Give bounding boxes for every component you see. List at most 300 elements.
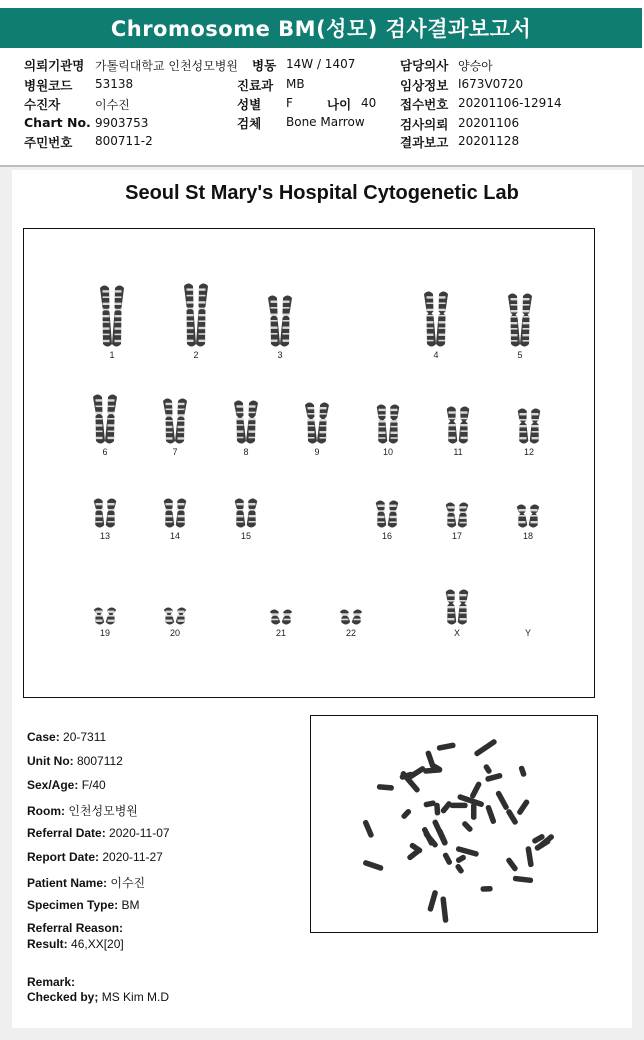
metaphase-chromosome: [440, 896, 448, 923]
chromosome-body: [235, 499, 246, 528]
chromosome-band: [308, 425, 315, 427]
chromosome-body: [270, 610, 281, 625]
chromosome-body: [164, 499, 175, 528]
chromosome-band: [511, 316, 518, 318]
chromosome-slot-18: [511, 501, 545, 531]
chromosome-band: [199, 308, 206, 310]
chromosome-pair-3: [263, 292, 297, 350]
chromosome-label-18: 18: [522, 531, 533, 541]
chromosome-band: [448, 612, 455, 614]
chromosome-band: [166, 509, 173, 511]
chromosome-band: [108, 611, 115, 613]
chromosome-pair-14: [158, 495, 192, 531]
chromosome-band: [249, 424, 256, 426]
metaphase-spread-image: [311, 716, 597, 932]
chromosome-17-b: [458, 503, 469, 528]
metaphase-chromosome: [471, 803, 477, 820]
doctor-label: 담당의사: [400, 58, 449, 73]
metaphase-chromosome: [436, 742, 456, 751]
chromosome-band: [178, 432, 185, 434]
chromosome-band: [199, 320, 206, 322]
chromosome-label-20: 20: [169, 628, 180, 638]
chromosome-16-b: [388, 501, 399, 528]
case-value: 20-7311: [63, 730, 107, 744]
chromosome-slot-11: [441, 403, 475, 447]
chromosome-band: [108, 521, 115, 523]
metaphase-chromosome: [518, 765, 527, 777]
chromosome-band: [108, 615, 115, 617]
chromosome-label-8: 8: [243, 447, 249, 457]
chromosome-band: [103, 290, 110, 292]
chromosome-label-15: 15: [240, 531, 251, 541]
chromosome-band: [427, 315, 434, 317]
chromosome-band: [390, 505, 397, 507]
chromosome-band: [354, 613, 361, 615]
chromosome-17-a: [446, 503, 457, 528]
patient-value: 이수진: [95, 98, 130, 112]
chromosome-band: [308, 419, 315, 421]
chromosome-band: [166, 620, 173, 622]
chromosome-22-a: [340, 610, 351, 625]
chromosome-13-b: [106, 499, 117, 528]
dept-value: MB: [286, 77, 305, 91]
chromosome-band: [115, 315, 122, 317]
chromosome-slot-13: [88, 495, 122, 531]
chromosome-band: [237, 437, 244, 439]
chromosome-band: [249, 405, 256, 407]
chromosome-band: [178, 615, 185, 617]
chromosome-band: [449, 437, 456, 439]
chromosome-band: [249, 430, 256, 432]
chromosome-20-a: [164, 608, 175, 625]
chromosome-7-b: [175, 399, 187, 444]
chromosome-band: [271, 327, 278, 329]
chromosome-band: [427, 334, 434, 336]
chromosome-band: [178, 403, 185, 405]
chromosome-band: [520, 419, 527, 421]
chromosome-band: [460, 522, 467, 524]
chromosome-band: [523, 334, 530, 336]
chromosome-pair-4: [419, 288, 453, 350]
chromosome-20-b: [176, 608, 187, 625]
chromosome-band: [108, 437, 115, 439]
specimen-type-value: BM: [121, 898, 140, 912]
chromosome-band: [178, 420, 185, 422]
chromosome-1-b: [112, 286, 124, 347]
report-date-label: Report Date:: [27, 850, 100, 864]
chromosome-band: [461, 418, 468, 420]
chromosome-band: [178, 409, 185, 411]
chromosome-band: [187, 340, 194, 342]
chromosome-label-x: X: [453, 628, 460, 638]
chromosome-label-12: 12: [523, 447, 534, 457]
chromosome-band: [249, 521, 256, 523]
chromosome-band: [187, 333, 194, 335]
chromosome-band: [379, 426, 386, 428]
referral-reason-line: [27, 921, 123, 935]
chromosome-band: [108, 399, 115, 401]
chromosome-band: [320, 407, 327, 409]
metaphase-chromosome: [485, 772, 503, 782]
chromosome-band: [108, 424, 115, 426]
case-line: [27, 730, 106, 744]
chromosome-band: [427, 340, 434, 342]
specimen-type-line: [27, 898, 139, 912]
patient-name-label: Patient Name:: [27, 876, 108, 890]
room-label: Room:: [27, 804, 65, 818]
chromosome-band: [379, 432, 386, 434]
chromosome-slot-15: [229, 495, 263, 531]
chromosome-band: [96, 412, 103, 414]
chromosome-21-a: [270, 610, 281, 625]
chromosome-body: [508, 294, 520, 347]
ward-label: 병동: [252, 58, 277, 73]
chromosome-band: [178, 509, 185, 511]
chromosome-11-a: [447, 407, 458, 444]
chromosome-15-a: [235, 499, 246, 528]
chromosome-band: [271, 320, 278, 322]
metaphase-chromosome: [473, 738, 497, 757]
chart-value: 9903753: [95, 116, 149, 130]
chromosome-band: [532, 431, 539, 433]
chromosome-12-a: [518, 409, 529, 444]
chromosome-19-b: [106, 608, 117, 625]
chromosome-band: [103, 303, 110, 305]
chromosome-band: [283, 340, 290, 342]
chromosome-12-b: [530, 409, 541, 444]
chromosome-band: [283, 301, 290, 303]
checked-value: MS Kim M.D: [101, 990, 170, 1004]
metaphase-chromosome: [483, 763, 493, 774]
chromosome-band: [249, 509, 256, 511]
chromosome-band: [166, 432, 173, 434]
chromosome-body: [352, 610, 363, 625]
chromosome-band: [237, 509, 244, 511]
sexage-line: [27, 778, 106, 792]
chromosome-band: [115, 321, 122, 323]
metaphase-chromosome: [442, 852, 453, 866]
chromosome-band: [237, 430, 244, 432]
chromosome-band: [115, 334, 122, 336]
metaphase-chromosome: [455, 846, 479, 858]
chromosome-band: [166, 426, 173, 428]
chromosome-body: [340, 610, 351, 625]
chromosome-pair-7: [158, 395, 192, 447]
chromosome-band: [308, 431, 315, 433]
chromosome-body: [282, 610, 293, 625]
chromosome-band: [460, 594, 467, 596]
chromosome-band: [448, 522, 455, 524]
chromosome-band: [199, 295, 206, 297]
chromosome-label-1: 1: [109, 350, 115, 360]
chromosome-band: [391, 426, 398, 428]
chromosome-band: [115, 296, 122, 298]
chromosome-band: [96, 620, 103, 622]
chromosome-slot-6: [88, 391, 122, 447]
chromosome-band: [103, 327, 110, 329]
chromosome-band: [271, 301, 278, 303]
chromosome-5-a: [508, 294, 520, 347]
chromosome-pair-1: [95, 282, 129, 350]
chromosome-9-b: [317, 403, 329, 444]
patient-label: 수진자: [24, 97, 61, 112]
chromosome-band: [96, 418, 103, 420]
chromosome-band: [166, 615, 173, 617]
institution-value: 가톨릭대학교 인천성모병원: [95, 59, 238, 73]
chromosome-band: [520, 431, 527, 433]
chromosome-label-21: 21: [275, 628, 286, 638]
chromosome-label-10: 10: [382, 447, 393, 457]
chromosome-label-3: 3: [277, 350, 283, 360]
chromosome-band: [96, 503, 103, 505]
chromosome-pair-18: [511, 501, 545, 531]
chromosome-band: [460, 606, 467, 608]
chromosome-band: [187, 288, 194, 290]
chromosome-slot-x: [440, 586, 474, 628]
metaphase-chromosome: [485, 804, 497, 824]
chromosome-slot-21: [264, 606, 298, 628]
referral-date-line: [27, 826, 170, 840]
chromosome-label-5: 5: [517, 350, 523, 360]
specimen-label: 검체: [237, 116, 262, 131]
chromosome-slot-17: [440, 499, 474, 531]
chromosome-slot-22: [334, 606, 368, 628]
chromosome-band: [308, 413, 315, 415]
chromosome-slot-16: [370, 497, 404, 531]
chromosome-8-a: [234, 401, 246, 444]
chromosome-band: [427, 321, 434, 323]
room-value: 인천성모병원: [68, 804, 138, 818]
report-date-value: 2020-11-27: [102, 850, 163, 864]
chromosome-pair-21: [264, 606, 298, 628]
metaphase-chromosome: [505, 857, 519, 873]
chromosome-band: [249, 515, 256, 517]
chromosome-slot-7: [158, 395, 192, 447]
chromosome-band: [511, 334, 518, 336]
chromosome-band: [249, 503, 256, 505]
metaphase-chromosome: [400, 808, 412, 820]
chromosome-3-a: [268, 296, 280, 347]
chromosome-pair-11: [441, 403, 475, 447]
chromosome-band: [237, 418, 244, 420]
chromosome-body: [106, 499, 117, 528]
metaphase-chromosome: [362, 819, 374, 838]
specimen-type-label: Specimen Type:: [27, 898, 119, 912]
referral-date-value: 2020-11-07: [109, 826, 170, 840]
chromosome-slot-9: [300, 399, 334, 447]
chromosome-5-b: [520, 294, 532, 347]
chromosome-body: [376, 501, 387, 528]
chromosome-7-a: [163, 399, 175, 444]
chromosome-band: [439, 327, 446, 329]
chromosome-band: [448, 618, 455, 620]
chromosome-body: [388, 501, 399, 528]
chromosome-body: [436, 292, 448, 347]
chromosome-slot-20: [158, 604, 192, 628]
metaphase-chromosome: [421, 826, 435, 846]
chromosome-19-a: [94, 608, 105, 625]
metaphase-image-box: [310, 715, 598, 933]
chromosome-2-a: [184, 284, 196, 347]
chromosome-band: [108, 509, 115, 511]
chromosome-band: [178, 503, 185, 505]
metaphase-chromosome: [480, 886, 492, 892]
chromosome-18-b: [529, 505, 540, 528]
chromosome-band: [379, 437, 386, 439]
chromosome-band: [511, 322, 518, 324]
sexage-label: Sex/Age:: [27, 778, 79, 792]
unit-line: [27, 754, 123, 768]
chromosome-band: [283, 327, 290, 329]
chromosome-11-b: [459, 407, 470, 444]
chromosome-label-11: 11: [453, 447, 463, 457]
chromosome-band: [178, 437, 185, 439]
chromosome-band: [187, 308, 194, 310]
chromosome-band: [199, 333, 206, 335]
chromosome-pair-5: [503, 290, 537, 350]
chromosome-body: [424, 292, 436, 347]
room-line: [27, 802, 138, 819]
chromosome-band: [249, 437, 256, 439]
result-value: 46,XX[20]: [71, 937, 124, 951]
chromosome-10-a: [377, 405, 388, 444]
metaphase-chromosome: [525, 846, 534, 868]
receipt-label: 접수번호: [400, 97, 449, 112]
chromosome-band: [283, 320, 290, 322]
chromosome-x-b: [458, 590, 469, 625]
chromosome-body: [176, 499, 187, 528]
chromosome-band: [449, 424, 456, 426]
chromosome-pair-12: [512, 405, 546, 447]
chromosome-band: [166, 403, 173, 405]
id-value: 800711-2: [95, 134, 153, 148]
chromosome-label-6: 6: [102, 447, 108, 457]
chromosome-band: [379, 420, 386, 422]
metaphase-chromosome: [513, 876, 534, 884]
chromosome-slot-12: [512, 405, 546, 447]
chromosome-label-16: 16: [381, 531, 392, 541]
chromosome-band: [354, 619, 361, 621]
chromosome-band: [237, 515, 244, 517]
chromosome-slot-2: [179, 280, 213, 350]
chromosome-band: [271, 314, 278, 316]
chromosome-band: [523, 310, 530, 312]
chromosome-band: [320, 413, 327, 415]
chromosome-band: [166, 515, 173, 517]
chromosome-10-b: [389, 405, 400, 444]
chromosome-band: [103, 340, 110, 342]
chromosome-2-b: [196, 284, 208, 347]
specimen-value: Bone Marrow: [286, 115, 365, 129]
chromosome-band: [96, 399, 103, 401]
result-label: Result:: [27, 937, 68, 951]
metaphase-chromosome: [427, 890, 438, 913]
chromosome-band: [284, 619, 291, 621]
chromosome-band: [460, 511, 467, 513]
sex-label: 성별: [237, 97, 262, 112]
chromosome-4-a: [424, 292, 436, 347]
chromosome-band: [271, 307, 278, 309]
chromosome-band: [449, 411, 456, 413]
clinical-value: I673V0720: [458, 77, 524, 91]
chromosome-band: [320, 437, 327, 439]
chromosome-band: [166, 437, 173, 439]
header-divider: [0, 165, 644, 167]
chromosome-label-17: 17: [451, 531, 462, 541]
chromosome-band: [520, 413, 527, 415]
chromosome-pair-9: [300, 399, 334, 447]
chromosome-band: [320, 425, 327, 427]
chromosome-band: [439, 309, 446, 311]
receipt-value: 20201106-12914: [458, 96, 562, 110]
chromosome-band: [249, 418, 256, 420]
metaphase-chromosome: [505, 808, 518, 825]
report-title: Chromosome BM(성모) 검사결과보고서: [0, 8, 642, 48]
chromosome-band: [390, 521, 397, 523]
chromosome-band: [448, 511, 455, 513]
chromosome-band: [449, 418, 456, 420]
chromosome-band: [439, 302, 446, 304]
chromosome-13-a: [94, 499, 105, 528]
chromosome-band: [511, 328, 518, 330]
chromosome-band: [178, 620, 185, 622]
chromosome-band: [96, 424, 103, 426]
metaphase-chromosome: [434, 803, 440, 816]
lab-title: Seoul St Mary's Hospital Cytogenetic Lab: [125, 182, 519, 204]
chromosome-band: [448, 594, 455, 596]
chromosome-band: [460, 506, 467, 508]
chromosome-band: [103, 321, 110, 323]
chromosome-label-13: 13: [99, 531, 110, 541]
chromosome-band: [96, 611, 103, 613]
chromosome-band: [96, 431, 103, 433]
chromosome-15-b: [247, 499, 258, 528]
chromosome-band: [460, 612, 467, 614]
chromosome-band: [178, 515, 185, 517]
checked-line: [27, 990, 169, 1004]
chromosome-9-a: [305, 403, 317, 444]
chromosome-band: [519, 515, 526, 517]
metaphase-chromosome: [377, 784, 394, 791]
chromosome-band: [249, 412, 256, 414]
chromosome-14-b: [176, 499, 187, 528]
report-page: [12, 170, 632, 1028]
chromosome-label-9: 9: [314, 447, 320, 457]
remark-label: Remark:: [27, 975, 76, 989]
doctor-value: 양승아: [458, 59, 493, 73]
request-value: 20201106: [458, 116, 520, 130]
ward-value: 14W / 1407: [286, 57, 356, 71]
chromosome-band: [96, 509, 103, 511]
chromosome-4-b: [436, 292, 448, 347]
chromosome-label-14: 14: [169, 531, 180, 541]
chromosome-pair-20: [158, 604, 192, 628]
metaphase-chromosome: [454, 863, 464, 875]
chromosome-x-a: [446, 590, 457, 625]
chromosome-band: [103, 309, 110, 311]
chromosome-band: [166, 420, 173, 422]
report-header: [0, 0, 644, 166]
chromosome-21-b: [282, 610, 293, 625]
sex-value: F: [286, 96, 293, 110]
chromosome-16-a: [376, 501, 387, 528]
chromosome-pair-16: [370, 497, 404, 531]
chromosome-band: [342, 613, 349, 615]
chromosome-band: [187, 301, 194, 303]
patient-name-line: [27, 874, 145, 891]
chromosome-band: [187, 327, 194, 329]
chromosome-band: [108, 515, 115, 517]
